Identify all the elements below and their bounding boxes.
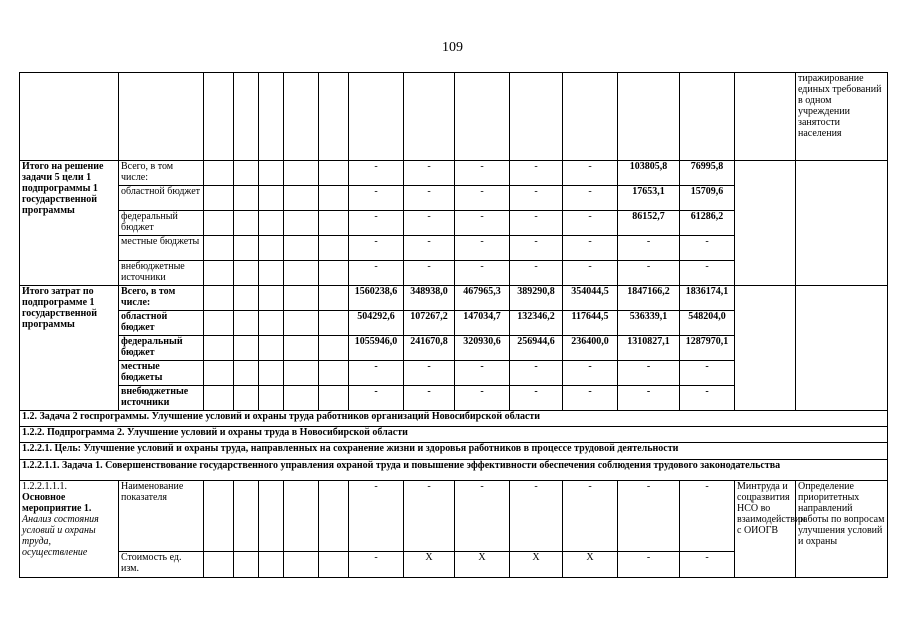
table-row: федеральный бюджет - - - - - 86152,7 61286,2 xyxy=(20,211,888,236)
sub1-total-label: Итого затрат по подпрограмме 1 государственной программы xyxy=(20,286,119,411)
table-row: Стоимость ед. изм. - X X X X - - xyxy=(20,552,888,578)
continuation-row xyxy=(20,73,888,161)
section-heading: 1.2.2.1.1. Задача 1. Совершенствование государственного управления охраной труда и повышение эффективности обеспечения соблюдения трудового законодательства xyxy=(20,460,888,481)
table-row: местные бюджеты - - - - - - - xyxy=(20,236,888,261)
executor-cell: Минтруда и соцразвития НСО во взаимодействии с ОИОГВ xyxy=(735,481,796,578)
section-heading: 1.2.2.1. Цель: Улучшение условий и охраны труда, направленных на сохранение жизни и здоровья работников в процессе трудовой деятельности xyxy=(20,443,888,460)
measure-cell: 1.2.2.1.1.1. Основное мероприятие 1. Анализ состояния условий и охраны труда, осуществление xyxy=(20,481,119,578)
result-note: тиражирование единых требований в одном учреждении занятости населения xyxy=(796,73,888,161)
table-row: Итого на решение задачи 5 цели 1 подпрограммы 1 государственной программы Всего, в том числе: - - - - - 103805,8 76995,8 xyxy=(20,161,888,186)
section-heading: 1.2. Задача 2 госпрограммы. Улучшение условий и охраны труда работников организаций Новосибирской области xyxy=(20,411,888,427)
table-row: 1.2.2.1.1.1. Основное мероприятие 1. Анализ состояния условий и охраны труда, осуществление Наименование показателя - - - - - - - Минтруда и соцразвития НСО во взаимодействии с ОИОГВ Определение приоритетных направлений работы по вопросам улучшения условий и охраны xyxy=(20,481,888,552)
table-row: областной бюджет - - - - - 17653,1 15709,6 xyxy=(20,186,888,211)
page-number: 109 xyxy=(442,40,463,55)
table-row: внебюджетные источники - - - - - - - xyxy=(20,261,888,286)
section-heading: 1.2.2. Подпрограмма 2. Улучшение условий и охраны труда в Новосибирской области xyxy=(20,427,888,443)
result-cell: Определение приоритетных направлений работы по вопросам улучшения условий и охраны xyxy=(796,481,888,578)
table-row: областной бюджет 504292,6 107267,2 147034,7 132346,2 117644,5 536339,1 548204,0 xyxy=(20,311,888,336)
task5-total-label: Итого на решение задачи 5 цели 1 подпрограммы 1 государственной программы xyxy=(20,161,119,286)
program-table xyxy=(19,72,888,578)
table-row: федеральный бюджет 1055946,0 241670,8 320930,6 256944,6 236400,0 1310827,1 1287970,1 xyxy=(20,336,888,361)
table-row: Итого затрат по подпрограмме 1 государственной программы Всего, в том числе: 1560238,6 348938,0 467965,3 389290,8 354044,5 1847166,2 1836174,1 xyxy=(20,286,888,311)
table-row: местные бюджеты - - - - - - - xyxy=(20,361,888,386)
table-row: внебюджетные источники - - - - - - - xyxy=(20,386,888,411)
